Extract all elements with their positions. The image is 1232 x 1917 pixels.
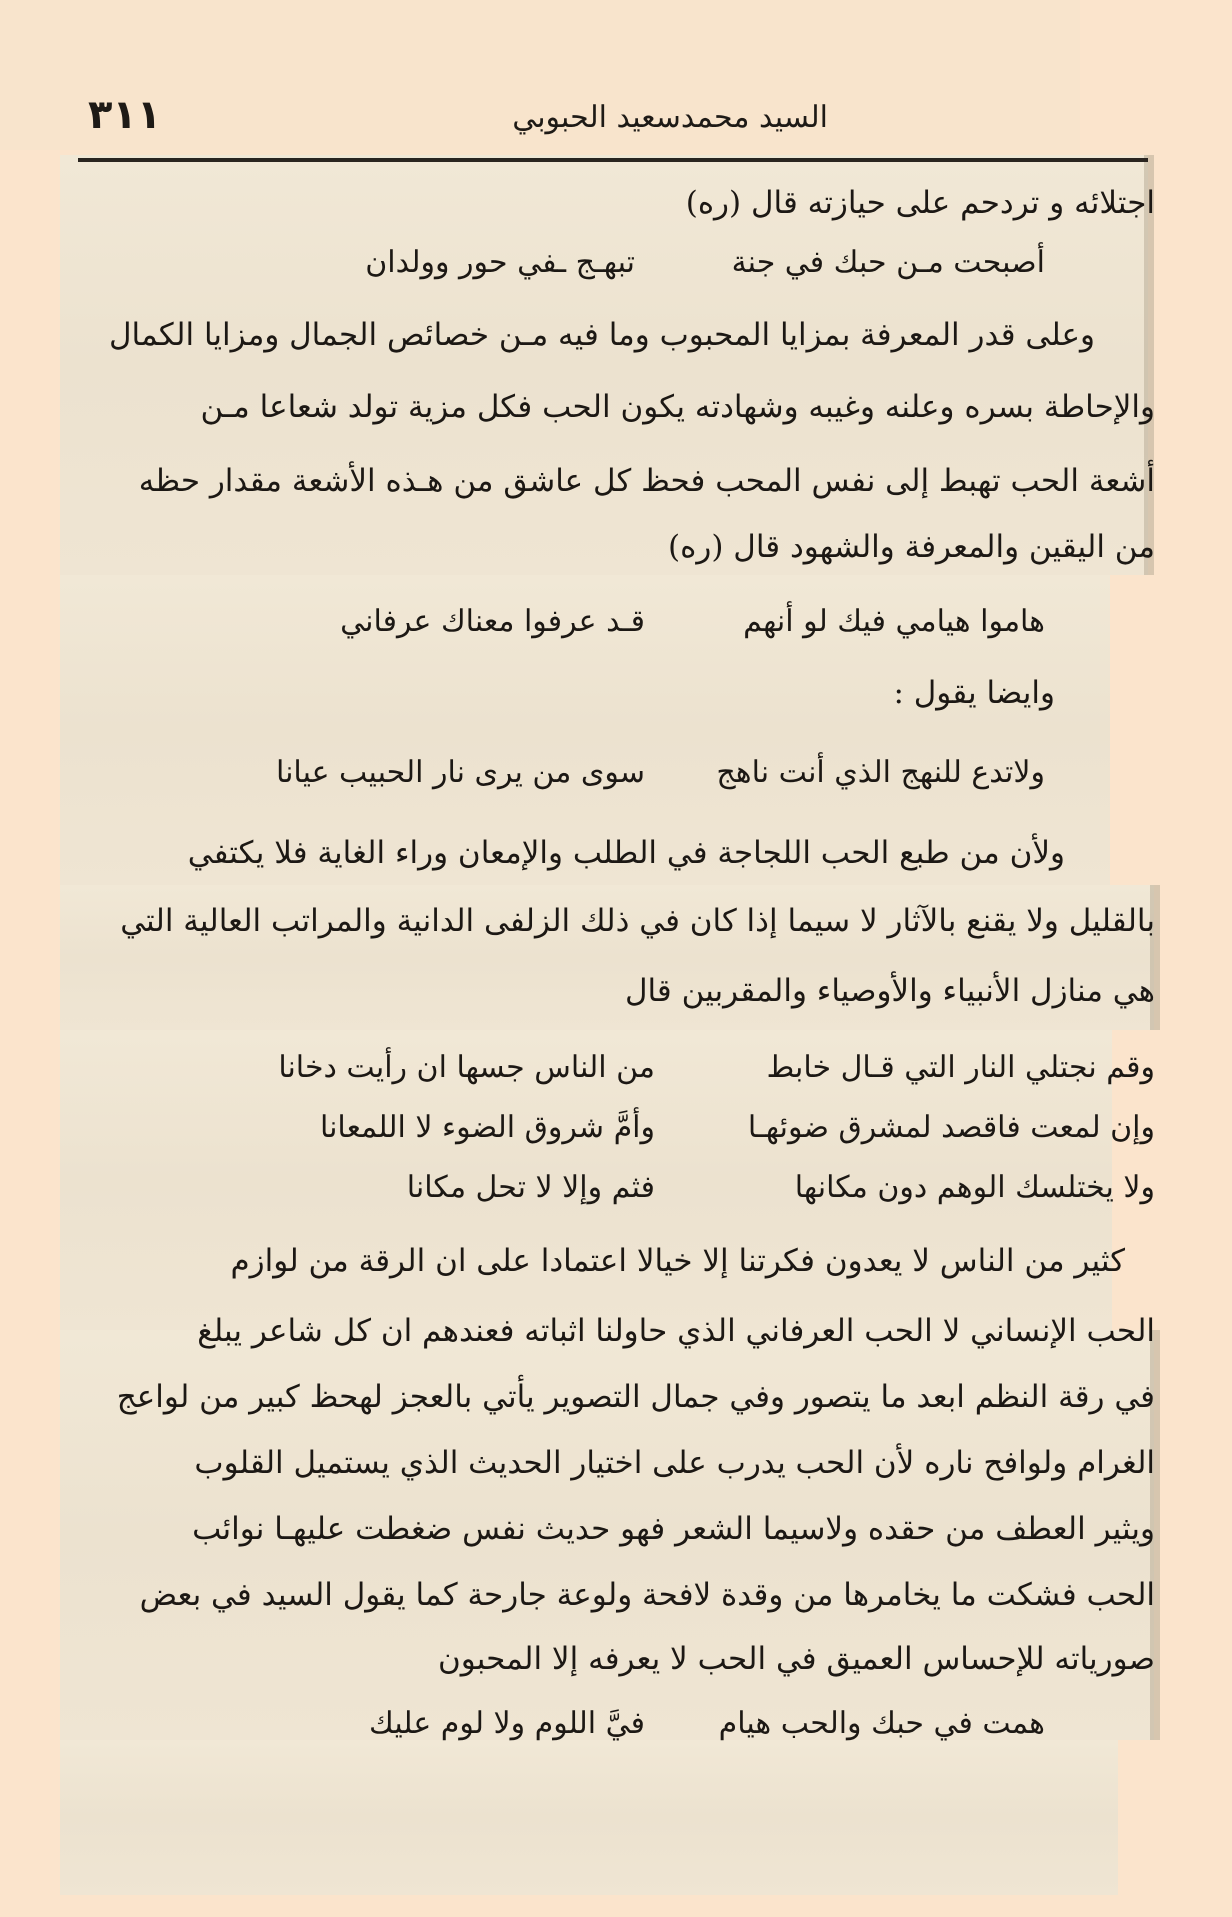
running-header: [78, 92, 1078, 152]
running-title: السيد محمدسعيد الحبوبي: [512, 100, 828, 135]
verse-first-hemistich: وإن لمعت فاقصد لمشرق ضوئهـا: [747, 1110, 1155, 1145]
paper-strip: [60, 1740, 1118, 1895]
verse-first-hemistich: أصبحت مـن حبك في جنة: [731, 245, 1045, 280]
verse-first-hemistich: وقم نجتلي النار التي قـال خابط: [766, 1050, 1155, 1085]
verse-second-hemistich: تبهـج ـفي حور وولدان: [365, 245, 635, 280]
prose-line: أشعة الحب تهبط إلى نفس المحب فحظ كل عاشق من هـذه الأشعة مقدار حظه: [138, 463, 1155, 499]
prose-line: صورياته للإحساس العميق في الحب لا يعرفه إلا المحبون: [437, 1641, 1155, 1677]
verse-line: [70, 604, 1155, 644]
prose-line: اجتلائه و تردحم على حيازته قال (ره): [685, 185, 1155, 221]
verse-second-hemistich: فيَّ اللوم ولا لوم عليك: [369, 1706, 645, 1741]
verse-second-hemistich: وأمَّ شروق الضوء لا اللمعانا: [319, 1110, 655, 1145]
prose-line: وايضا يقول :: [893, 675, 1055, 711]
prose-line: بالقليل ولا يقنع بالآثار لا سيما إذا كان في ذلك الزلفى الدانية والمراتب العالية التي: [120, 903, 1155, 939]
prose-line: والإحاطة بسره وعلنه وغيبه وشهادته يكون الحب فكل مزية تولد شعاعا مـن: [200, 389, 1155, 425]
page-number: ٣١١: [88, 92, 162, 138]
verse-line: [70, 1706, 1155, 1746]
verse-first-hemistich: هاموا هيامي فيك لو أنهم: [743, 604, 1045, 639]
prose-line: ويثير العطف من حقده ولاسيما الشعر فهو حديث نفس ضغطت عليهـا نوائب: [192, 1511, 1155, 1547]
prose-line: من اليقين والمعرفة والشهود قال (ره): [668, 529, 1155, 565]
header-rule: [78, 158, 1148, 162]
verse-line: [70, 245, 1155, 285]
verse-line: [70, 755, 1155, 795]
verse-line: [70, 1050, 1155, 1090]
verse-first-hemistich: ولا يختلسك الوهم دون مكانها: [794, 1170, 1155, 1205]
prose-line: وعلى قدر المعرفة بمزايا المحبوب وما فيه مـن خصائص الجمال ومزايا الكمال: [109, 317, 1095, 353]
prose-line: هي منازل الأنبياء والأوصياء والمقربين قال: [624, 973, 1155, 1009]
verse-line: [70, 1170, 1155, 1210]
verse-first-hemistich: همت في حبك والحب هيام: [718, 1706, 1045, 1741]
prose-line: ولأن من طبع الحب اللجاجة في الطلب والإمعان وراء الغاية فلا يكتفي: [187, 835, 1065, 871]
verse-line: [70, 1110, 1155, 1150]
prose-line: الحب فشكت ما يخامرها من وقدة لافحة ولوعة جارحة كما يقول السيد في بعض: [139, 1577, 1155, 1613]
prose-line: الحب الإنساني لا الحب العرفاني الذي حاولنا اثباته فعندهم ان كل شاعر يبلغ: [197, 1313, 1155, 1349]
verse-second-hemistich: سوى من يرى نار الحبيب عيانا: [275, 755, 645, 790]
verse-second-hemistich: من الناس جسها ان رأيت دخانا: [278, 1050, 655, 1085]
prose-line: في رقة النظم ابعد ما يتصور وفي جمال التصوير يأتي بالعجز لهحظ كبير من لواعج: [116, 1379, 1155, 1415]
prose-line: كثير من الناس لا يعدون فكرتنا إلا خيالا اعتمادا على ان الرقة من لوازم: [230, 1243, 1125, 1279]
verse-second-hemistich: قـد عرفوا معناك عرفاني: [340, 604, 645, 639]
prose-line: الغرام ولوافح ناره لأن الحب يدرب على اختيار الحديث الذي يستميل القلوب: [194, 1445, 1155, 1481]
verse-first-hemistich: ولاتدع للنهج الذي أنت ناهج: [716, 755, 1045, 790]
verse-second-hemistich: فثم وإلا لا تحل مكانا: [406, 1170, 655, 1205]
